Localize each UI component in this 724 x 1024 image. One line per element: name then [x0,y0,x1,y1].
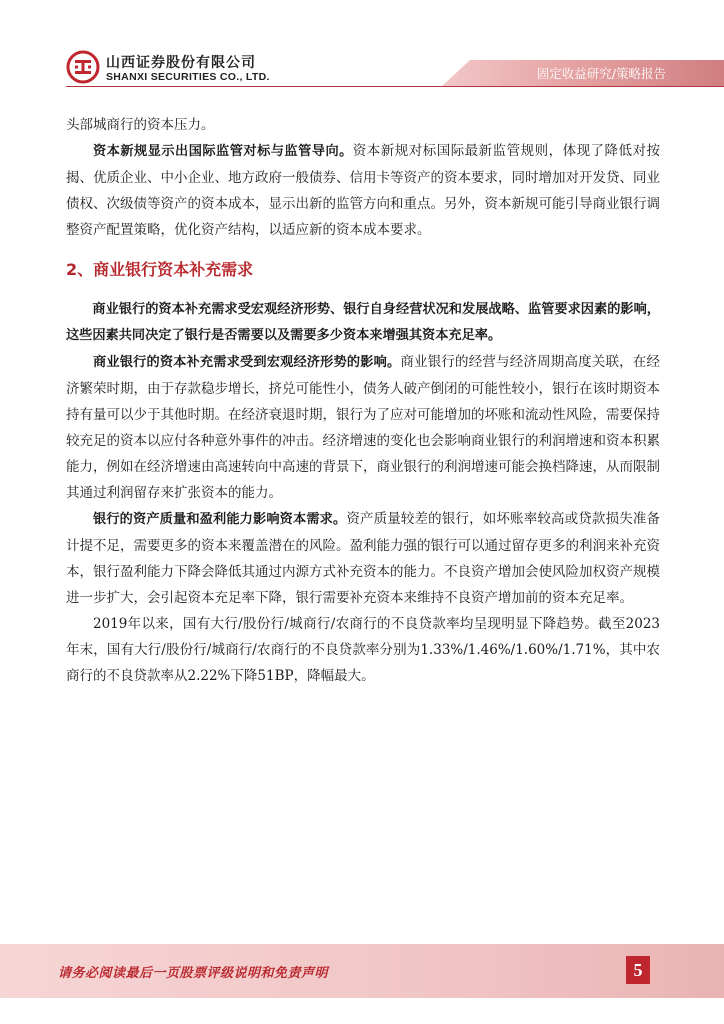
page-header [0,0,724,100]
paragraph-lead-bold: 商业银行的资本补充需求受到宏观经济形势的影响。 [93,355,401,370]
report-type-label: 固定收益研究/策略报告 [536,66,666,81]
paragraph-asset-quality [66,506,660,611]
paragraph-lead-bold: 银行的资产质量和盈利能力影响资本需求。 [93,512,347,527]
paragraph-body-text: 资本新规对标国际最新监管规则，体现了降低对按揭、优质企业、中小企业、地方政府一般债券、信用卡等资产的资本要求，同时增加对开发贷、同业债权、次级债等资产的资本成本，显示出新的监管方向和重点。另外，资本新规可能引导商业银行调整资产配置策略，优化资产结构，以适应新的资本成本要求。 [66,143,661,238]
paragraph-summary-bold: 商业银行的资本补充需求受宏观经济形势、银行自身经营状况和发展战略、监管要求因素的影响，这些因素共同决定了银行是否需要以及需要多少资本来增强其资本充足率。 [66,302,660,343]
paragraph-continuation: 头部城商行的资本压力。 [66,117,215,133]
paragraph-lead-bold: 资本新规显示出国际监管对标与监管导向。 [93,144,353,159]
page-number: 5 [626,956,650,984]
document-body [66,112,660,689]
paragraph-macro-economy [66,349,660,506]
paragraph-body-text: 资产质量较差的银行，如坏账率较高或贷款损失准备计提不足，需要更多的资本来覆盖潜在的风险。盈利能力强的银行可以通过留存更多的利润来补充资本，银行盈利能力下降会降低其通过内源方式补充资本的能力。不良资产增加会使风险加权资产规模进一步扩大，会引起资本充足率下降，银行需要补充资本来维持不良资产增加前的资本充足率。 [66,511,660,606]
company-name-cn: 山西证券股份有限公司 [106,55,256,71]
header-divider [66,86,724,87]
paragraph-capital-rules [66,138,660,243]
company-name-en: SHANXI SECURITIES CO., LTD. [106,71,270,83]
footer-disclaimer: 请务必阅读最后一页股票评级说明和免责声明 [58,966,329,981]
paragraph-body-text: 商业银行的经营与经济周期高度关联，在经济繁荣时期，由于存款稳步增长，挤兑可能性小，债务人破产倒闭的可能性较小，银行在该时期资本持有量可以少于其他时期。在经济衰退时期，银行为了应对可能增加的坏账和流动性风险，需要保持较充足的资本以应付各种意外事件的冲击。经济增速的变化也会影响商业银行的利润增速和资本积累能力，例如在经济增速由高速转向中高速的背景下，商业银行的利润增速可能会换档降速，从而限制其通过利润留存来扩张资本的能力。 [66,354,660,501]
paragraph-npl-trend: 2019年以来，国有大行/股份行/城商行/农商行的不良贷款率均呈现明显下降趋势。截至2023年末，国有大行/股份行/城商行/农商行的不良贷款率分别为1.33%/1.46%/1.60%/1.71%，其中农商行的不良贷款率从2.22%下降51BP，降幅最大。 [66,616,660,684]
section-heading: 2、商业银行资本补充需求 [66,260,254,279]
company-logo-icon [66,50,100,84]
